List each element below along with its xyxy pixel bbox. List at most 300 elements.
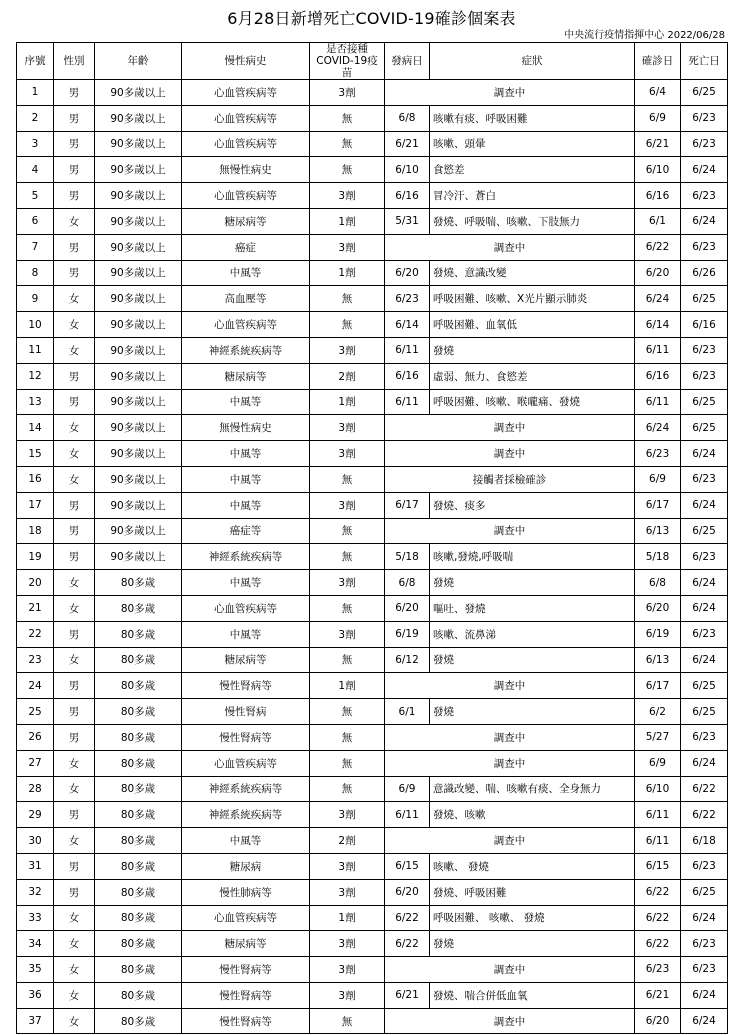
cell-symptom: 發燒 <box>430 647 635 673</box>
cell-death: 6/22 <box>681 776 728 802</box>
cell-death: 6/24 <box>681 750 728 776</box>
cell-chronic: 神經系統疾病等 <box>182 776 310 802</box>
cell-confirm: 6/9 <box>635 105 681 131</box>
cell-sex: 男 <box>54 363 95 389</box>
table-row <box>17 105 728 131</box>
cell-death: 6/25 <box>681 673 728 699</box>
table-row <box>17 673 728 699</box>
table-row <box>17 441 728 467</box>
cell-onset: 6/20 <box>385 595 430 621</box>
cell-symptom: 發燒、痰多 <box>430 492 635 518</box>
cell-confirm: 6/14 <box>635 312 681 338</box>
cell-no: 12 <box>17 363 54 389</box>
cell-sex: 女 <box>54 647 95 673</box>
cell-no: 25 <box>17 699 54 725</box>
cell-no: 14 <box>17 415 54 441</box>
cell-sex: 男 <box>54 544 95 570</box>
cell-death: 6/25 <box>681 389 728 415</box>
cell-death: 6/23 <box>681 621 728 647</box>
cell-death: 6/23 <box>681 957 728 983</box>
cell-sex: 女 <box>54 415 95 441</box>
cell-age: 80多歲 <box>95 699 182 725</box>
cell-vaccine: 1劑 <box>310 905 385 931</box>
cell-confirm: 6/22 <box>635 234 681 260</box>
cell-sex: 女 <box>54 750 95 776</box>
table-row <box>17 80 728 106</box>
cell-symptom: 發燒、呼吸喘、咳嗽、下肢無力 <box>430 208 635 234</box>
cell-symptom: 發燒 <box>430 570 635 596</box>
cell-chronic: 糖尿病等 <box>182 363 310 389</box>
cell-death: 6/24 <box>681 441 728 467</box>
cell-confirm: 6/19 <box>635 621 681 647</box>
table-row <box>17 750 728 776</box>
cell-confirm: 6/21 <box>635 131 681 157</box>
cell-age: 90多歲以上 <box>95 337 182 363</box>
cell-no: 3 <box>17 131 54 157</box>
cell-no: 23 <box>17 647 54 673</box>
cell-sex: 男 <box>54 879 95 905</box>
cell-no: 8 <box>17 260 54 286</box>
cell-age: 90多歲以上 <box>95 544 182 570</box>
cell-confirm: 6/10 <box>635 157 681 183</box>
table-row <box>17 931 728 957</box>
cell-sex: 男 <box>54 492 95 518</box>
cell-vaccine: 1劑 <box>310 389 385 415</box>
cell-death: 6/23 <box>681 853 728 879</box>
cell-confirm: 6/10 <box>635 776 681 802</box>
cell-death: 6/24 <box>681 208 728 234</box>
cell-no: 6 <box>17 208 54 234</box>
cell-death: 6/22 <box>681 802 728 828</box>
cell-vaccine: 無 <box>310 1008 385 1034</box>
cell-chronic: 心血管疾病等 <box>182 312 310 338</box>
cell-chronic: 糖尿病 <box>182 853 310 879</box>
cell-age: 90多歲以上 <box>95 157 182 183</box>
cell-symptom: 調查中 <box>385 673 635 699</box>
cell-chronic: 無慢性病史 <box>182 157 310 183</box>
cell-confirm: 6/16 <box>635 363 681 389</box>
cell-onset: 6/17 <box>385 492 430 518</box>
cell-symptom: 意識改變、喘、咳嗽有痰、全身無力 <box>430 776 635 802</box>
cell-vaccine: 1劑 <box>310 673 385 699</box>
cell-confirm: 5/27 <box>635 724 681 750</box>
cell-sex: 女 <box>54 776 95 802</box>
cell-chronic: 中風等 <box>182 441 310 467</box>
cell-symptom: 發燒 <box>430 931 635 957</box>
cell-sex: 男 <box>54 802 95 828</box>
cell-sex: 女 <box>54 441 95 467</box>
cell-age: 90多歲以上 <box>95 492 182 518</box>
cell-chronic: 神經系統疾病等 <box>182 337 310 363</box>
cell-confirm: 6/20 <box>635 1008 681 1034</box>
cell-death: 6/23 <box>681 183 728 209</box>
cell-death: 6/25 <box>681 879 728 905</box>
table-row <box>17 853 728 879</box>
cell-symptom: 調查中 <box>385 724 635 750</box>
cell-confirm: 6/21 <box>635 982 681 1008</box>
cell-confirm: 6/9 <box>635 466 681 492</box>
cell-confirm: 6/22 <box>635 905 681 931</box>
cell-no: 13 <box>17 389 54 415</box>
cell-death: 6/24 <box>681 492 728 518</box>
cell-symptom: 調查中 <box>385 750 635 776</box>
cell-age: 80多歲 <box>95 853 182 879</box>
cell-no: 29 <box>17 802 54 828</box>
table-row <box>17 389 728 415</box>
cell-onset: 6/15 <box>385 853 430 879</box>
cell-onset: 6/11 <box>385 802 430 828</box>
cell-chronic: 慢性腎病等 <box>182 673 310 699</box>
cell-no: 28 <box>17 776 54 802</box>
cell-no: 22 <box>17 621 54 647</box>
cell-vaccine: 3劑 <box>310 234 385 260</box>
table-row <box>17 879 728 905</box>
cell-sex: 男 <box>54 724 95 750</box>
table-row <box>17 183 728 209</box>
cell-no: 4 <box>17 157 54 183</box>
cell-age: 90多歲以上 <box>95 518 182 544</box>
table-row <box>17 363 728 389</box>
cell-symptom: 咳嗽有痰、呼吸困難 <box>430 105 635 131</box>
cell-sex: 女 <box>54 466 95 492</box>
cell-symptom: 發燒、喘合併低血氧 <box>430 982 635 1008</box>
cell-onset: 6/19 <box>385 621 430 647</box>
cell-chronic: 慢性腎病 <box>182 699 310 725</box>
table-row <box>17 131 728 157</box>
cell-chronic: 心血管疾病等 <box>182 183 310 209</box>
cell-chronic: 慢性腎病等 <box>182 1008 310 1034</box>
cell-confirm: 6/17 <box>635 492 681 518</box>
cell-confirm: 6/17 <box>635 673 681 699</box>
cell-onset: 5/18 <box>385 544 430 570</box>
cell-age: 80多歲 <box>95 724 182 750</box>
cell-age: 90多歲以上 <box>95 466 182 492</box>
cell-confirm: 6/16 <box>635 183 681 209</box>
cell-death: 6/25 <box>681 286 728 312</box>
cell-chronic: 癌症 <box>182 234 310 260</box>
cell-vaccine: 3劑 <box>310 337 385 363</box>
cell-age: 90多歲以上 <box>95 389 182 415</box>
cell-death: 6/18 <box>681 828 728 854</box>
cell-onset: 6/1 <box>385 699 430 725</box>
cell-vaccine: 3劑 <box>310 957 385 983</box>
cell-no: 16 <box>17 466 54 492</box>
cell-onset: 6/23 <box>385 286 430 312</box>
cell-confirm: 6/20 <box>635 595 681 621</box>
cell-death: 6/24 <box>681 595 728 621</box>
cell-age: 90多歲以上 <box>95 286 182 312</box>
cell-vaccine: 3劑 <box>310 853 385 879</box>
header-death: 死亡日 <box>681 43 728 80</box>
table-row <box>17 595 728 621</box>
table-row <box>17 208 728 234</box>
cell-chronic: 心血管疾病等 <box>182 105 310 131</box>
table-row <box>17 570 728 596</box>
cell-age: 80多歲 <box>95 595 182 621</box>
cell-symptom: 發燒 <box>430 337 635 363</box>
page-title: 6月28日新增死亡COVID-19確診個案表 <box>227 9 516 28</box>
header-row <box>17 43 728 80</box>
cell-onset: 6/22 <box>385 905 430 931</box>
cell-death: 6/23 <box>681 337 728 363</box>
cell-age: 90多歲以上 <box>95 260 182 286</box>
cell-sex: 女 <box>54 828 95 854</box>
table-row <box>17 518 728 544</box>
cell-chronic: 心血管疾病等 <box>182 131 310 157</box>
cell-onset: 6/8 <box>385 105 430 131</box>
cell-sex: 男 <box>54 131 95 157</box>
cell-sex: 女 <box>54 595 95 621</box>
cell-vaccine: 3劑 <box>310 802 385 828</box>
table-row <box>17 415 728 441</box>
cell-chronic: 慢性腎病等 <box>182 982 310 1008</box>
cell-symptom: 發燒 <box>430 699 635 725</box>
cell-sex: 男 <box>54 621 95 647</box>
cell-no: 37 <box>17 1008 54 1034</box>
cell-chronic: 中風等 <box>182 492 310 518</box>
cell-vaccine: 無 <box>310 647 385 673</box>
cell-vaccine: 3劑 <box>310 492 385 518</box>
cell-death: 6/23 <box>681 724 728 750</box>
cell-age: 80多歲 <box>95 673 182 699</box>
cell-onset: 6/12 <box>385 647 430 673</box>
cell-vaccine: 無 <box>310 518 385 544</box>
cell-age: 90多歲以上 <box>95 441 182 467</box>
cell-confirm: 6/2 <box>635 699 681 725</box>
cell-confirm: 5/18 <box>635 544 681 570</box>
cell-no: 17 <box>17 492 54 518</box>
header-age: 年齡 <box>95 43 182 80</box>
cell-symptom: 調查中 <box>385 80 635 106</box>
cell-age: 90多歲以上 <box>95 363 182 389</box>
cell-age: 80多歲 <box>95 802 182 828</box>
cell-death: 6/24 <box>681 982 728 1008</box>
cell-vaccine: 無 <box>310 750 385 776</box>
cell-sex: 女 <box>54 208 95 234</box>
table-row <box>17 312 728 338</box>
cell-onset: 6/21 <box>385 982 430 1008</box>
cell-symptom: 調查中 <box>385 957 635 983</box>
table-row <box>17 905 728 931</box>
cell-symptom: 呼吸困難、咳嗽、X光片顯示肺炎 <box>430 286 635 312</box>
cell-confirm: 6/22 <box>635 931 681 957</box>
cell-chronic: 中風等 <box>182 466 310 492</box>
cell-symptom: 呼吸困難、咳嗽、喉嚨痛、發燒 <box>430 389 635 415</box>
cell-no: 19 <box>17 544 54 570</box>
cell-death: 6/23 <box>681 234 728 260</box>
cell-sex: 男 <box>54 260 95 286</box>
cell-chronic: 中風等 <box>182 570 310 596</box>
cell-symptom: 調查中 <box>385 234 635 260</box>
cell-symptom: 調查中 <box>385 415 635 441</box>
cell-age: 80多歲 <box>95 905 182 931</box>
cell-vaccine: 3劑 <box>310 183 385 209</box>
cell-no: 1 <box>17 80 54 106</box>
cell-chronic: 心血管疾病等 <box>182 905 310 931</box>
cell-vaccine: 3劑 <box>310 415 385 441</box>
cell-sex: 男 <box>54 853 95 879</box>
cell-vaccine: 無 <box>310 466 385 492</box>
cell-death: 6/24 <box>681 157 728 183</box>
cell-age: 90多歲以上 <box>95 208 182 234</box>
cell-chronic: 心血管疾病等 <box>182 750 310 776</box>
cell-death: 6/24 <box>681 570 728 596</box>
cell-death: 6/24 <box>681 905 728 931</box>
cell-no: 11 <box>17 337 54 363</box>
cell-no: 9 <box>17 286 54 312</box>
cell-chronic: 心血管疾病等 <box>182 80 310 106</box>
table-row <box>17 157 728 183</box>
cell-vaccine: 1劑 <box>310 208 385 234</box>
cell-vaccine: 無 <box>310 105 385 131</box>
cell-symptom: 呼吸困難、 咳嗽、 發燒 <box>430 905 635 931</box>
header-symptom: 症狀 <box>430 43 635 80</box>
cell-age: 90多歲以上 <box>95 183 182 209</box>
cell-vaccine: 無 <box>310 312 385 338</box>
cell-sex: 男 <box>54 518 95 544</box>
cell-symptom: 發燒、意識改變 <box>430 260 635 286</box>
cell-age: 80多歲 <box>95 570 182 596</box>
cell-no: 2 <box>17 105 54 131</box>
cell-confirm: 6/11 <box>635 828 681 854</box>
cell-onset: 6/16 <box>385 183 430 209</box>
cell-chronic: 中風等 <box>182 828 310 854</box>
table-row <box>17 466 728 492</box>
cell-symptom: 虛弱、無力、食慾差 <box>430 363 635 389</box>
cell-vaccine: 3劑 <box>310 931 385 957</box>
cell-sex: 女 <box>54 1008 95 1034</box>
cell-sex: 男 <box>54 673 95 699</box>
cell-age: 90多歲以上 <box>95 312 182 338</box>
table-row <box>17 337 728 363</box>
cell-vaccine: 無 <box>310 595 385 621</box>
cell-vaccine: 3劑 <box>310 621 385 647</box>
cell-symptom: 調查中 <box>385 828 635 854</box>
header-no: 序號 <box>17 43 54 80</box>
cell-no: 24 <box>17 673 54 699</box>
header-onset: 發病日 <box>385 43 430 80</box>
cell-confirm: 6/23 <box>635 957 681 983</box>
cell-symptom: 調查中 <box>385 1008 635 1034</box>
cell-sex: 女 <box>54 905 95 931</box>
cell-symptom: 食慾差 <box>430 157 635 183</box>
cell-chronic: 糖尿病等 <box>182 647 310 673</box>
cell-no: 20 <box>17 570 54 596</box>
cell-age: 90多歲以上 <box>95 80 182 106</box>
table-row <box>17 234 728 260</box>
cell-no: 35 <box>17 957 54 983</box>
cell-confirm: 6/11 <box>635 802 681 828</box>
cell-vaccine: 無 <box>310 131 385 157</box>
table-row <box>17 776 728 802</box>
cell-no: 26 <box>17 724 54 750</box>
cell-onset: 6/9 <box>385 776 430 802</box>
cell-chronic: 中風等 <box>182 260 310 286</box>
table-row <box>17 621 728 647</box>
cell-chronic: 慢性肺病等 <box>182 879 310 905</box>
cell-chronic: 癌症等 <box>182 518 310 544</box>
cell-confirm: 6/24 <box>635 286 681 312</box>
cell-sex: 女 <box>54 570 95 596</box>
cell-confirm: 6/9 <box>635 750 681 776</box>
cell-sex: 女 <box>54 312 95 338</box>
cell-vaccine: 2劑 <box>310 363 385 389</box>
header-vaccine: 是否接種COVID-19疫苗 <box>310 43 385 80</box>
cell-vaccine: 2劑 <box>310 828 385 854</box>
cell-chronic: 無慢性病史 <box>182 415 310 441</box>
cell-death: 6/23 <box>681 544 728 570</box>
table-row <box>17 544 728 570</box>
cell-onset: 6/21 <box>385 131 430 157</box>
cell-no: 32 <box>17 879 54 905</box>
cell-death: 6/24 <box>681 647 728 673</box>
cell-chronic: 慢性腎病等 <box>182 957 310 983</box>
cell-age: 80多歲 <box>95 879 182 905</box>
cell-age: 90多歲以上 <box>95 234 182 260</box>
cell-confirm: 6/23 <box>635 441 681 467</box>
cell-symptom: 咳嗽、 發燒 <box>430 853 635 879</box>
cell-sex: 男 <box>54 183 95 209</box>
cell-confirm: 6/11 <box>635 337 681 363</box>
cell-age: 80多歲 <box>95 931 182 957</box>
header-confirm: 確診日 <box>635 43 681 80</box>
cell-chronic: 神經系統疾病等 <box>182 802 310 828</box>
cell-onset: 6/22 <box>385 931 430 957</box>
cell-vaccine: 無 <box>310 286 385 312</box>
cell-symptom: 冒冷汗、蒼白 <box>430 183 635 209</box>
cell-death: 6/25 <box>681 518 728 544</box>
cell-chronic: 糖尿病等 <box>182 931 310 957</box>
cell-symptom: 發燒、呼吸困難 <box>430 879 635 905</box>
cell-death: 6/23 <box>681 931 728 957</box>
cell-sex: 女 <box>54 931 95 957</box>
cell-age: 90多歲以上 <box>95 131 182 157</box>
table-header <box>17 43 728 80</box>
cell-death: 6/23 <box>681 466 728 492</box>
cell-no: 30 <box>17 828 54 854</box>
cell-age: 90多歲以上 <box>95 105 182 131</box>
table-row <box>17 957 728 983</box>
cell-age: 80多歲 <box>95 828 182 854</box>
cell-sex: 男 <box>54 157 95 183</box>
cell-death: 6/25 <box>681 415 728 441</box>
cell-vaccine: 無 <box>310 776 385 802</box>
cell-no: 7 <box>17 234 54 260</box>
cell-no: 31 <box>17 853 54 879</box>
cell-sex: 男 <box>54 389 95 415</box>
cell-vaccine: 無 <box>310 544 385 570</box>
cell-symptom: 咳嗽、流鼻涕 <box>430 621 635 647</box>
table-row <box>17 1008 728 1034</box>
cell-death: 6/25 <box>681 699 728 725</box>
cell-vaccine: 3劑 <box>310 879 385 905</box>
table-row <box>17 286 728 312</box>
cell-death: 6/16 <box>681 312 728 338</box>
table-row <box>17 982 728 1008</box>
cell-age: 80多歲 <box>95 750 182 776</box>
table-row <box>17 802 728 828</box>
cell-no: 15 <box>17 441 54 467</box>
cell-sex: 女 <box>54 957 95 983</box>
cell-vaccine: 無 <box>310 724 385 750</box>
page-subtitle: 中央流行疫情指揮中心 2022/06/28 <box>564 30 725 41</box>
table-row <box>17 260 728 286</box>
cell-death: 6/24 <box>681 1008 728 1034</box>
cell-no: 33 <box>17 905 54 931</box>
table-row <box>17 724 728 750</box>
cell-confirm: 6/22 <box>635 879 681 905</box>
cell-age: 80多歲 <box>95 647 182 673</box>
